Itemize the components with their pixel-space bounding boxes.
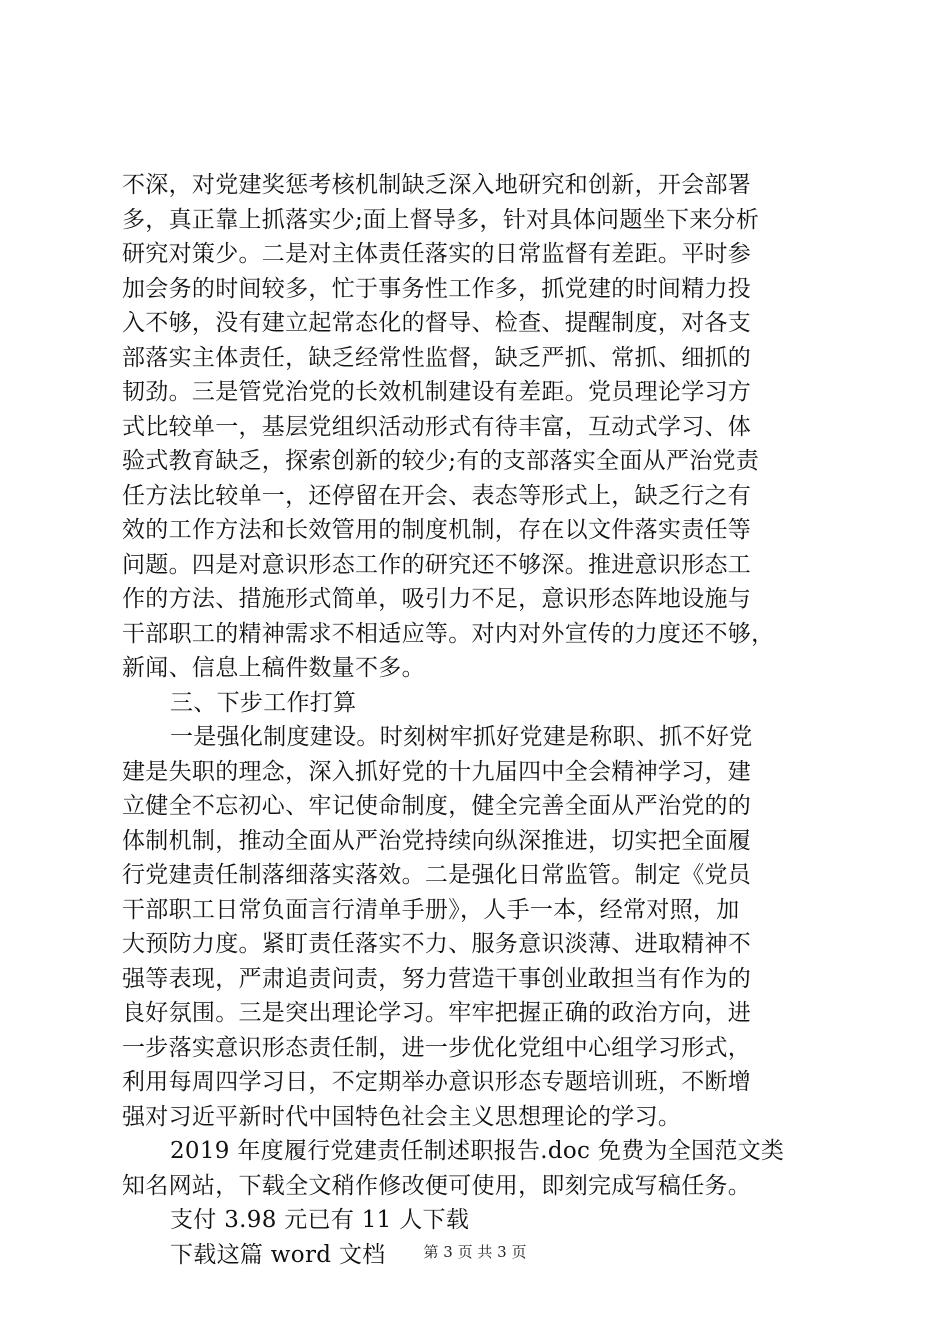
body-line: 新闻、信息上稿件数量不多。 xyxy=(122,655,425,681)
body-line: 一步落实意识形态责任制，进一步优化党组中心组学习形式， xyxy=(122,1034,752,1061)
body-line: 验式教育缺乏，探索创新的较少;有的支部落实全面从严治党责 xyxy=(122,448,760,474)
page-footer: 第 3 页 共 3 页 xyxy=(423,1243,527,1261)
body-line: 式比较单一，基层党组织活动形式有待丰富，互动式学习、体 xyxy=(122,413,752,440)
body-line: 立健全不忘初心、牢记使命制度，健全完善全面从严治党的的 xyxy=(122,793,752,819)
body-line: 三、下步工作打算 xyxy=(170,689,357,716)
body-line: 研究对策少。二是对主体责任落实的日常监督有差距。平时参 xyxy=(122,241,752,267)
body-line: 2019 年度履行党建责任制述职报告.doc 免费为全国范文类 xyxy=(170,1138,785,1164)
body-line: 部落实主体责任，缺乏经常性监督，缺乏严抓、常抓、细抓的 xyxy=(122,344,752,371)
body-line: 效的工作方法和长效管用的制度机制，存在以文件落实责任等 xyxy=(122,517,752,543)
body-line: 作的方法、措施形式简单，吸引力不足，意识形态阵地设施与 xyxy=(122,586,752,612)
body-line: 知名网站，下载全文稍作修改便可使用，即刻完成写稿任务。 xyxy=(122,1172,752,1199)
body-line: 下载这篇 word 文档 xyxy=(170,1241,386,1268)
body-line: 一是强化制度建设。时刻树牢抓好党建是称职、抓不好党 xyxy=(170,724,753,750)
body-line: 干部职工的精神需求不相适应等。对内对外宣传的力度还不够， xyxy=(122,620,775,647)
body-line: 良好氛围。三是突出理论学习。牢牢把握正确的政治方向，进 xyxy=(122,1000,752,1026)
body-line: 强等表现，严肃追责问责，努力营造干事创业敢担当有作为的 xyxy=(122,965,752,992)
body-line: 不深，对党建奖惩考核机制缺乏深入地研究和创新，开会部署 xyxy=(122,172,752,198)
body-line: 强对习近平新时代中国特色社会主义思想理论的学习。 xyxy=(122,1103,682,1130)
body-line: 加会务的时间较多，忙于事务性工作多，抓党建的时间精力投 xyxy=(122,275,752,302)
document-body xyxy=(122,168,842,1272)
body-line: 任方法比较单一，还停留在开会、表态等形式上，缺乏行之有 xyxy=(122,482,752,509)
body-line: 韧劲。三是管党治党的长效机制建设有差距。党员理论学习方 xyxy=(122,379,752,405)
body-line: 利用每周四学习日，不定期举办意识形态专题培训班，不断增 xyxy=(122,1069,752,1095)
body-line: 行党建责任制落细落实落效。二是强化日常监管。制定《党员 xyxy=(122,862,752,888)
body-line: 建是失职的理念，深入抓好党的十九届四中全会精神学习，建 xyxy=(122,758,752,785)
body-line: 多，真正靠上抓落实少;面上督导多，针对具体问题坐下来分析 xyxy=(122,206,760,233)
body-line: 干部职工日常负面言行清单手册》，人手一本，经常对照，加 xyxy=(122,896,740,923)
body-line: 支付 3.98 元已有 11 人下载 xyxy=(170,1207,470,1233)
body-line: 大预防力度。紧盯责任落实不力、服务意识淡薄、进取精神不 xyxy=(122,931,752,957)
body-line: 体制机制，推动全面从严治党持续向纵深推进，切实把全面履 xyxy=(122,827,752,854)
body-line: 问题。四是对意识形态工作的研究还不够深。推进意识形态工 xyxy=(122,551,752,578)
body-line: 入不够，没有建立起常态化的督导、检查、提醒制度，对各支 xyxy=(122,310,752,336)
